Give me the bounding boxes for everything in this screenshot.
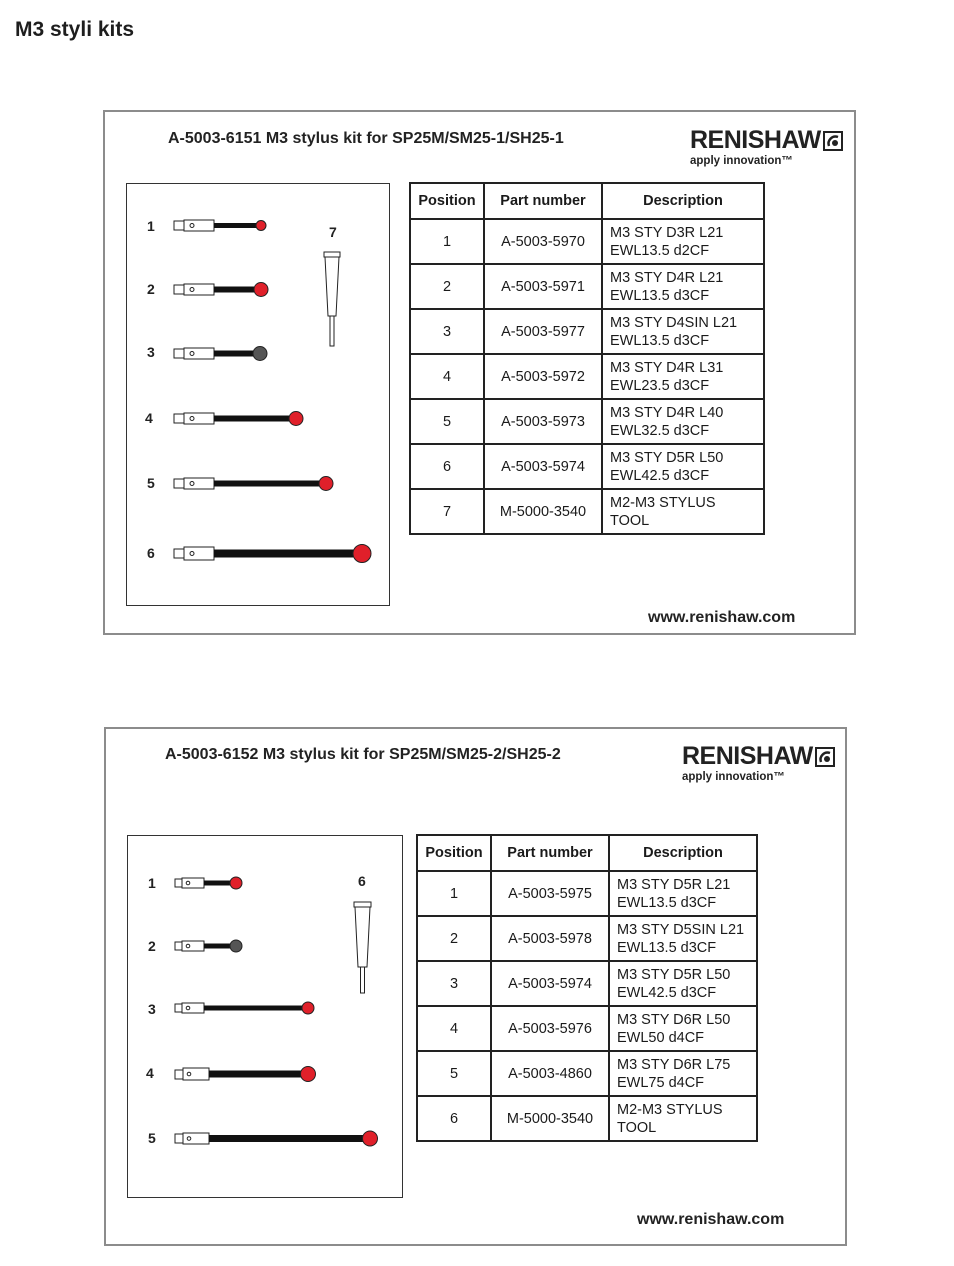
part-number-cell: A-5003-4860 [491, 1051, 609, 1096]
brand-name: RENISHAW [690, 126, 821, 154]
renishaw-logo [690, 128, 843, 167]
description-cell: M3 STY D5SIN L21 EWL13.5 d3CF [609, 916, 757, 961]
position-cell: 2 [417, 916, 491, 961]
brand-tagline: apply innovation™ [690, 155, 793, 167]
table-row [417, 961, 757, 1006]
header-position: Position [410, 183, 484, 219]
part-number-cell: A-5003-5972 [484, 354, 602, 399]
description-cell: M3 STY D6R L75 EWL75 d4CF [609, 1051, 757, 1096]
header-description: Description [602, 183, 764, 219]
description-cell: M3 STY D4R L31 EWL23.5 d3CF [602, 354, 764, 399]
stylus-3-icon [174, 347, 267, 361]
part-number-cell: A-5003-5973 [484, 399, 602, 444]
figure-label: 2 [147, 281, 155, 297]
description-cell: M3 STY D4R L21 EWL13.5 d3CF [602, 264, 764, 309]
description-cell: M3 STY D5R L50 EWL42.5 d3CF [609, 961, 757, 1006]
kit-title: A-5003-6151 M3 stylus kit for SP25M/SM25-1/SH25-1 [168, 130, 564, 147]
kit-title: A-5003-6152 M3 stylus kit for SP25M/SM25-2/SH25-2 [165, 746, 561, 763]
table-row [417, 916, 757, 961]
position-cell: 1 [417, 871, 491, 916]
stylus-3-icon [175, 1002, 314, 1014]
part-number-cell: A-5003-5974 [484, 444, 602, 489]
table-row [417, 1051, 757, 1096]
header-part-number: Part number [484, 183, 602, 219]
part-number-cell: M-5000-3540 [491, 1096, 609, 1141]
description-cell: M3 STY D5R L21 EWL13.5 d3CF [609, 871, 757, 916]
header-position: Position [417, 835, 491, 871]
table-row [417, 1006, 757, 1051]
figure-label: 1 [147, 218, 155, 234]
renishaw-logo [682, 744, 835, 783]
kit-card-1 [103, 110, 856, 635]
figure-label: 7 [329, 224, 337, 240]
stylus-tool-icon [354, 902, 371, 993]
website-link[interactable]: www.renishaw.com [637, 1211, 785, 1228]
position-cell: 4 [417, 1006, 491, 1051]
description-cell: M2-M3 STYLUS TOOL [602, 489, 764, 534]
brand-tagline: apply innovation™ [682, 771, 785, 783]
description-cell: M3 STY D6R L50 EWL50 d4CF [609, 1006, 757, 1051]
stylus-6-icon [174, 545, 371, 563]
description-cell: M3 STY D4R L40 EWL32.5 d3CF [602, 399, 764, 444]
page-title: M3 styli kits [15, 18, 135, 41]
position-cell: 6 [410, 444, 484, 489]
position-cell: 3 [417, 961, 491, 1006]
stylus-2-icon [174, 283, 268, 297]
table-row [410, 354, 764, 399]
table-row [410, 399, 764, 444]
position-cell: 7 [410, 489, 484, 534]
table-row [410, 309, 764, 354]
figure-label: 4 [146, 1065, 154, 1081]
figure-label: 5 [148, 1130, 156, 1146]
figure-label: 5 [147, 475, 155, 491]
renishaw-symbol-icon [823, 131, 843, 151]
figure-label: 6 [358, 873, 366, 889]
stylus-tool-icon [324, 252, 340, 346]
part-number-cell: A-5003-5978 [491, 916, 609, 961]
part-number-cell: A-5003-5970 [484, 219, 602, 264]
description-cell: M3 STY D4SIN L21 EWL13.5 d3CF [602, 309, 764, 354]
stylus-4-icon [174, 412, 303, 426]
table-row [410, 219, 764, 264]
description-cell: M3 STY D3R L21 EWL13.5 d2CF [602, 219, 764, 264]
part-number-cell: A-5003-5977 [484, 309, 602, 354]
part-number-cell: A-5003-5975 [491, 871, 609, 916]
position-cell: 6 [417, 1096, 491, 1141]
table-row [410, 444, 764, 489]
kit-card-2 [104, 727, 847, 1246]
position-cell: 5 [410, 399, 484, 444]
part-number-cell: M-5000-3540 [484, 489, 602, 534]
part-number-cell: A-5003-5971 [484, 264, 602, 309]
stylus-figure [127, 835, 403, 1198]
position-cell: 1 [410, 219, 484, 264]
header-description: Description [609, 835, 757, 871]
stylus-1-icon [174, 220, 266, 231]
position-cell: 5 [417, 1051, 491, 1096]
stylus-figure [126, 183, 390, 606]
stylus-2-icon [175, 940, 242, 952]
figure-label: 3 [148, 1001, 156, 1017]
header-part-number: Part number [491, 835, 609, 871]
position-cell: 4 [410, 354, 484, 399]
table-row [417, 871, 757, 916]
table-row [410, 264, 764, 309]
description-cell: M2-M3 STYLUS TOOL [609, 1096, 757, 1141]
parts-table [416, 834, 758, 1142]
position-cell: 2 [410, 264, 484, 309]
parts-table [409, 182, 765, 535]
description-cell: M3 STY D5R L50 EWL42.5 d3CF [602, 444, 764, 489]
figure-label: 4 [145, 410, 153, 426]
table-row [410, 489, 764, 534]
stylus-5-icon [175, 1131, 378, 1146]
figure-label: 3 [147, 344, 155, 360]
website-link[interactable]: www.renishaw.com [648, 609, 796, 626]
stylus-4-icon [175, 1067, 316, 1082]
part-number-cell: A-5003-5974 [491, 961, 609, 1006]
part-number-cell: A-5003-5976 [491, 1006, 609, 1051]
position-cell: 3 [410, 309, 484, 354]
figure-label: 6 [147, 545, 155, 561]
table-row [417, 1096, 757, 1141]
brand-name: RENISHAW [682, 742, 813, 770]
figure-label: 1 [148, 875, 156, 891]
renishaw-symbol-icon [815, 747, 835, 767]
stylus-5-icon [174, 477, 333, 491]
stylus-1-icon [175, 877, 242, 889]
figure-label: 2 [148, 938, 156, 954]
